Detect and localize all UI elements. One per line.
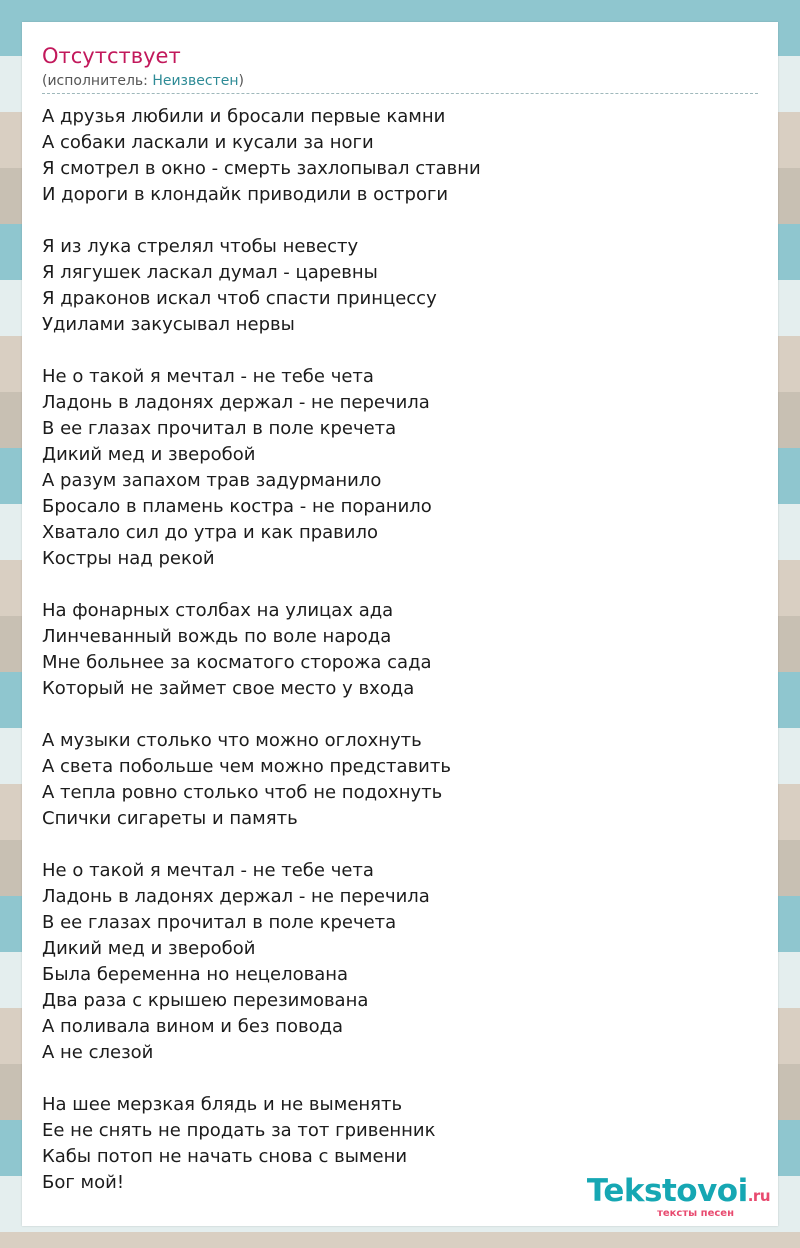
lyric-line: А света побольше чем можно представить	[42, 756, 451, 777]
stanza-gap	[42, 1066, 742, 1092]
logo-tagline: тексты песен	[657, 1208, 734, 1219]
lyric-line: Два раза с крышею перезимована	[42, 990, 369, 1011]
lyrics-body	[42, 104, 742, 1196]
lyric-line: Кабы потоп не начать снова с вымени	[42, 1146, 408, 1167]
lyric-line: Спички сигареты и память	[42, 808, 298, 829]
lyric-line: Я из лука стрелял чтобы невесту	[42, 236, 359, 257]
artist-prefix: (исполнитель:	[42, 73, 153, 89]
lyric-line: Дикий мед и зверобой	[42, 444, 256, 465]
lyric-line: А не слезой	[42, 1042, 154, 1063]
lyrics-card	[22, 22, 778, 1226]
logo-domain: .ru	[747, 1187, 770, 1205]
lyric-line: Не о такой я мечтал - не тебе чета	[42, 860, 374, 881]
lyric-line: А поливала вином и без повода	[42, 1016, 344, 1037]
artist-line	[42, 71, 244, 91]
lyric-line: И дороги в клондайк приводили в остроги	[42, 184, 449, 205]
song-title: Отсутствует	[42, 44, 181, 68]
stanza-gap	[42, 208, 742, 234]
lyric-line: Линчеванный вождь по воле народа	[42, 626, 392, 647]
lyric-line: Ее не снять не продать за тот гривенник	[42, 1120, 436, 1141]
lyric-line: Я лягушек ласкал думал - царевны	[42, 262, 378, 283]
lyric-line: Костры над рекой	[42, 548, 215, 569]
artist-suffix: )	[238, 73, 244, 89]
lyric-line: А тепла ровно столько чтоб не подохнуть	[42, 782, 443, 803]
lyric-line: Была беременна но нецелована	[42, 964, 349, 985]
lyric-line: В ее глазах прочитал в поле кречета	[42, 912, 397, 933]
lyric-line: Ладонь в ладонях держал - не перечила	[42, 392, 430, 413]
lyric-line: А музыки столько что можно оглохнуть	[42, 730, 422, 751]
site-logo[interactable]	[587, 1175, 770, 1220]
stanza-gap	[42, 338, 742, 364]
lyric-line: Ладонь в ладонях держал - не перечила	[42, 886, 430, 907]
title-divider	[42, 93, 758, 94]
lyric-line: В ее глазах прочитал в поле кречета	[42, 418, 397, 439]
lyric-line: Я драконов искал чтоб спасти принцессу	[42, 288, 437, 309]
stanza-gap	[42, 702, 742, 728]
logo-name: Tekstovoi	[586, 1173, 748, 1209]
stanza-gap	[42, 832, 742, 858]
lyric-line: А друзья любили и бросали первые камни	[42, 106, 446, 127]
lyric-line: Я смотрел в окно - смерть захлопывал ставни	[42, 158, 481, 179]
artist-link[interactable]: Неизвестен	[152, 73, 239, 89]
lyric-line: Не о такой я мечтал - не тебе чета	[42, 366, 374, 387]
lyric-line: Бог мой!	[42, 1172, 125, 1193]
lyric-line: Бросало в пламень костра - не поранило	[42, 496, 432, 517]
lyric-line: Хватало сил до утра и как правило	[42, 522, 379, 543]
lyric-line: На фонарных столбах на улицах ада	[42, 600, 394, 621]
lyric-line: А разум запахом трав задурманило	[42, 470, 382, 491]
stanza-gap	[42, 572, 742, 598]
lyric-line: На шее мерзкая блядь и не выменять	[42, 1094, 403, 1115]
lyric-line: Мне больнее за косматого сторожа сада	[42, 652, 432, 673]
lyric-line: Дикий мед и зверобой	[42, 938, 256, 959]
lyric-line: А собаки ласкали и кусали за ноги	[42, 132, 374, 153]
lyric-line: Который не займет свое место у входа	[42, 678, 415, 699]
lyric-line: Удилами закусывал нервы	[42, 314, 295, 335]
